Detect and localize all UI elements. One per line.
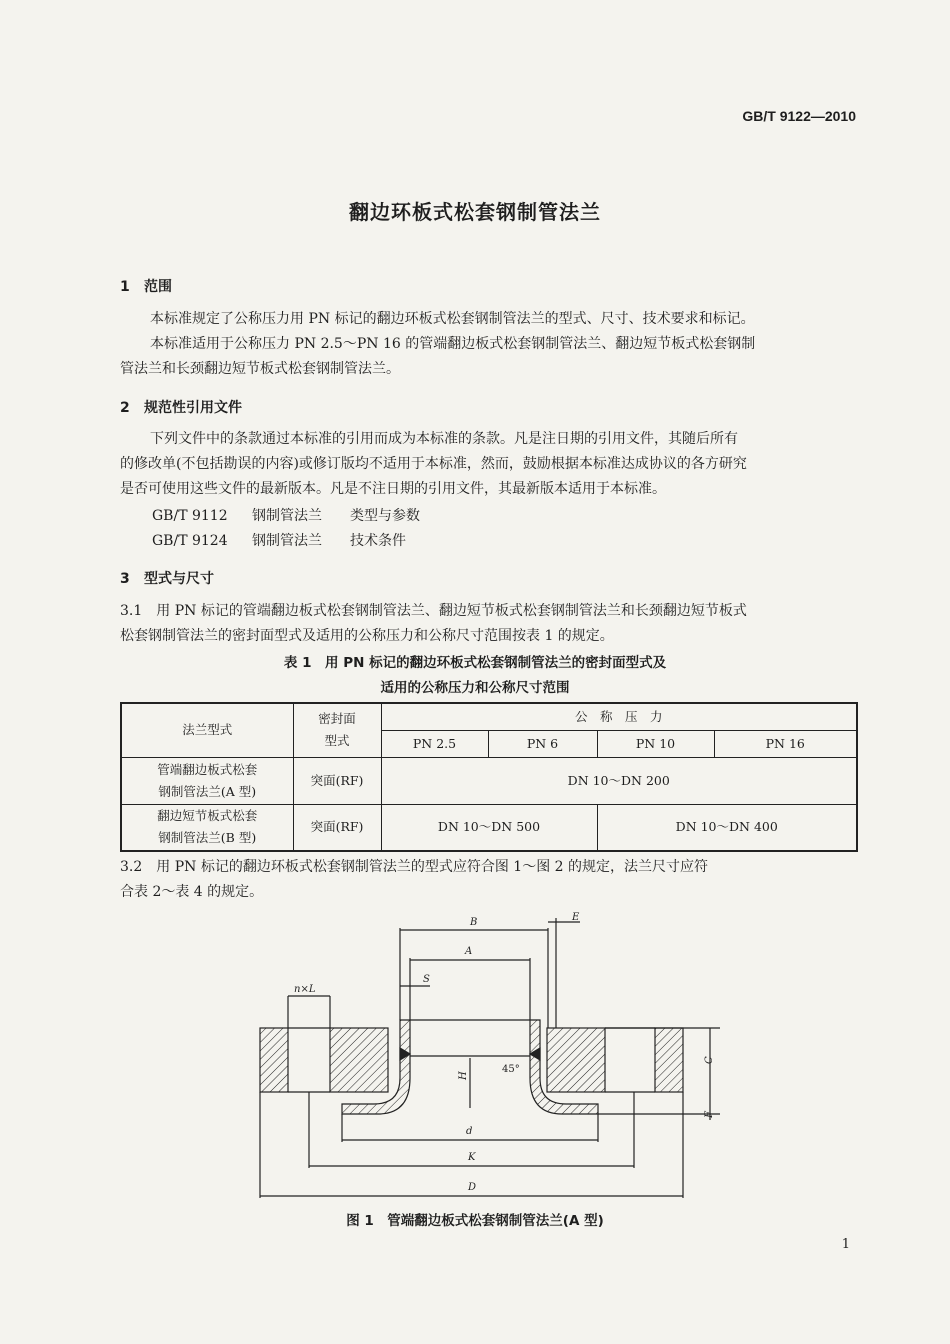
flange-type-cell: 管端翻边板式松套 钢制管法兰(A 型) [121, 757, 293, 804]
section-1-body [120, 307, 858, 382]
header-nominal-pressure: 公 称 压 力 [381, 703, 857, 730]
section-2-body [120, 427, 858, 502]
dim-label-F: F [704, 1111, 715, 1118]
pressure-range-table [120, 702, 858, 852]
section-title: 型式与尺寸 [144, 571, 214, 587]
header-pn: PN 6 [488, 730, 597, 757]
paragraph-line: 松套钢制管法兰的密封面型式及适用的公称压力和公称尺寸范围按表 1 的规定。 [120, 628, 614, 644]
flange-type-cell: 翻边短节板式松套 钢制管法兰(B 型) [121, 804, 293, 851]
flange-drawing [250, 908, 715, 1208]
table-caption-2: 适用的公称压力和公称尺寸范围 [380, 680, 570, 696]
header-flange-type: 法兰型式 [121, 703, 293, 757]
paragraph-line: 本标准适用于公称压力 PN 2.5～PN 16 的管端翻边板式松套钢制管法兰、翻边短节板式松套钢制 [150, 336, 756, 352]
dim-label-S: S [423, 974, 430, 985]
clause-3-1 [120, 599, 858, 649]
section-number: 2 [120, 400, 130, 416]
seal-type-cell: 突面(RF) [293, 757, 381, 804]
paragraph-line: 本标准规定了公称压力用 PN 标记的翻边环板式松套钢制管法兰的型式、尺寸、技术要求和标记。 [150, 311, 755, 327]
section-title: 范围 [144, 279, 172, 295]
paragraph-line: 的修改单(不包括勘误的内容)或修订版均不适用于本标准，然而，鼓励根据本标准达成协议的各方研究 [120, 456, 747, 472]
header-pn: PN 16 [714, 730, 857, 757]
paragraph-line: 3.1 用 PN 标记的管端翻边板式松套钢制管法兰、翻边短节板式松套钢制管法兰和长颈翻边短节板式 [120, 603, 747, 619]
section-title: 规范性引用文件 [144, 400, 242, 416]
dim-label-C: C [704, 1056, 715, 1064]
paragraph-line: 是否可使用这些文件的最新版本。凡是不注日期的引用文件，其最新版本适用于本标准。 [120, 481, 666, 497]
dim-label-nL: n×L [294, 984, 316, 995]
table-row [121, 757, 857, 804]
dim-label-d: d [466, 1126, 473, 1137]
header-pn: PN 2.5 [381, 730, 488, 757]
figure-caption: 图 1 管端翻边板式松套钢制管法兰(A 型) [346, 1213, 604, 1229]
dim-label-D: D [468, 1182, 477, 1193]
section-1-heading [120, 276, 172, 296]
page-number: 1 [841, 1237, 850, 1252]
header-seal-type: 密封面 型式 [293, 703, 381, 757]
range-cell: DN 10～DN 400 [597, 804, 857, 851]
dim-label-K: K [468, 1152, 476, 1163]
document-title: 翻边环板式松套钢制管法兰 [349, 200, 601, 224]
section-3-heading [120, 568, 214, 588]
standard-number: GB/T 9122—2010 [742, 108, 856, 124]
dim-label-H: H [458, 1071, 469, 1080]
left-ring-section [260, 1028, 288, 1092]
range-cell: DN 10～DN 200 [381, 757, 857, 804]
reference-item: GB/T 9112 钢制管法兰 类型与参数 [152, 508, 420, 524]
paragraph-line: 3.2 用 PN 标记的翻边环板式松套钢制管法兰的型式应符合图 1～图 2 的规定，法兰尺寸应符 [120, 859, 708, 875]
reference-item: GB/T 9124 钢制管法兰 技术条件 [152, 533, 406, 549]
header-pn: PN 10 [597, 730, 714, 757]
section-number: 3 [120, 571, 130, 587]
right-ring-section [655, 1028, 683, 1092]
dim-label-E: E [572, 912, 580, 923]
paragraph-line: 合表 2～表 4 的规定。 [120, 884, 264, 900]
range-cell: DN 10～DN 500 [381, 804, 597, 851]
dim-label-B: B [470, 917, 478, 928]
table-caption: 表 1 用 PN 标记的翻边环板式松套钢制管法兰的密封面型式及 [283, 655, 667, 671]
right-ring-section [547, 1028, 605, 1092]
clause-3-2 [120, 855, 858, 905]
paragraph-line: 管法兰和长颈翻边短节板式松套钢制管法兰。 [120, 361, 400, 377]
paragraph-line: 下列文件中的条款通过本标准的引用而成为本标准的条款。凡是注日期的引用文件，其随后所有 [150, 431, 738, 447]
table-row [121, 804, 857, 851]
angle-label: 45° [502, 1064, 520, 1075]
seal-type-cell: 突面(RF) [293, 804, 381, 851]
dim-label-A: A [465, 946, 473, 957]
section-number: 1 [120, 279, 130, 295]
left-ring-section [330, 1028, 388, 1092]
section-2-heading [120, 397, 242, 417]
